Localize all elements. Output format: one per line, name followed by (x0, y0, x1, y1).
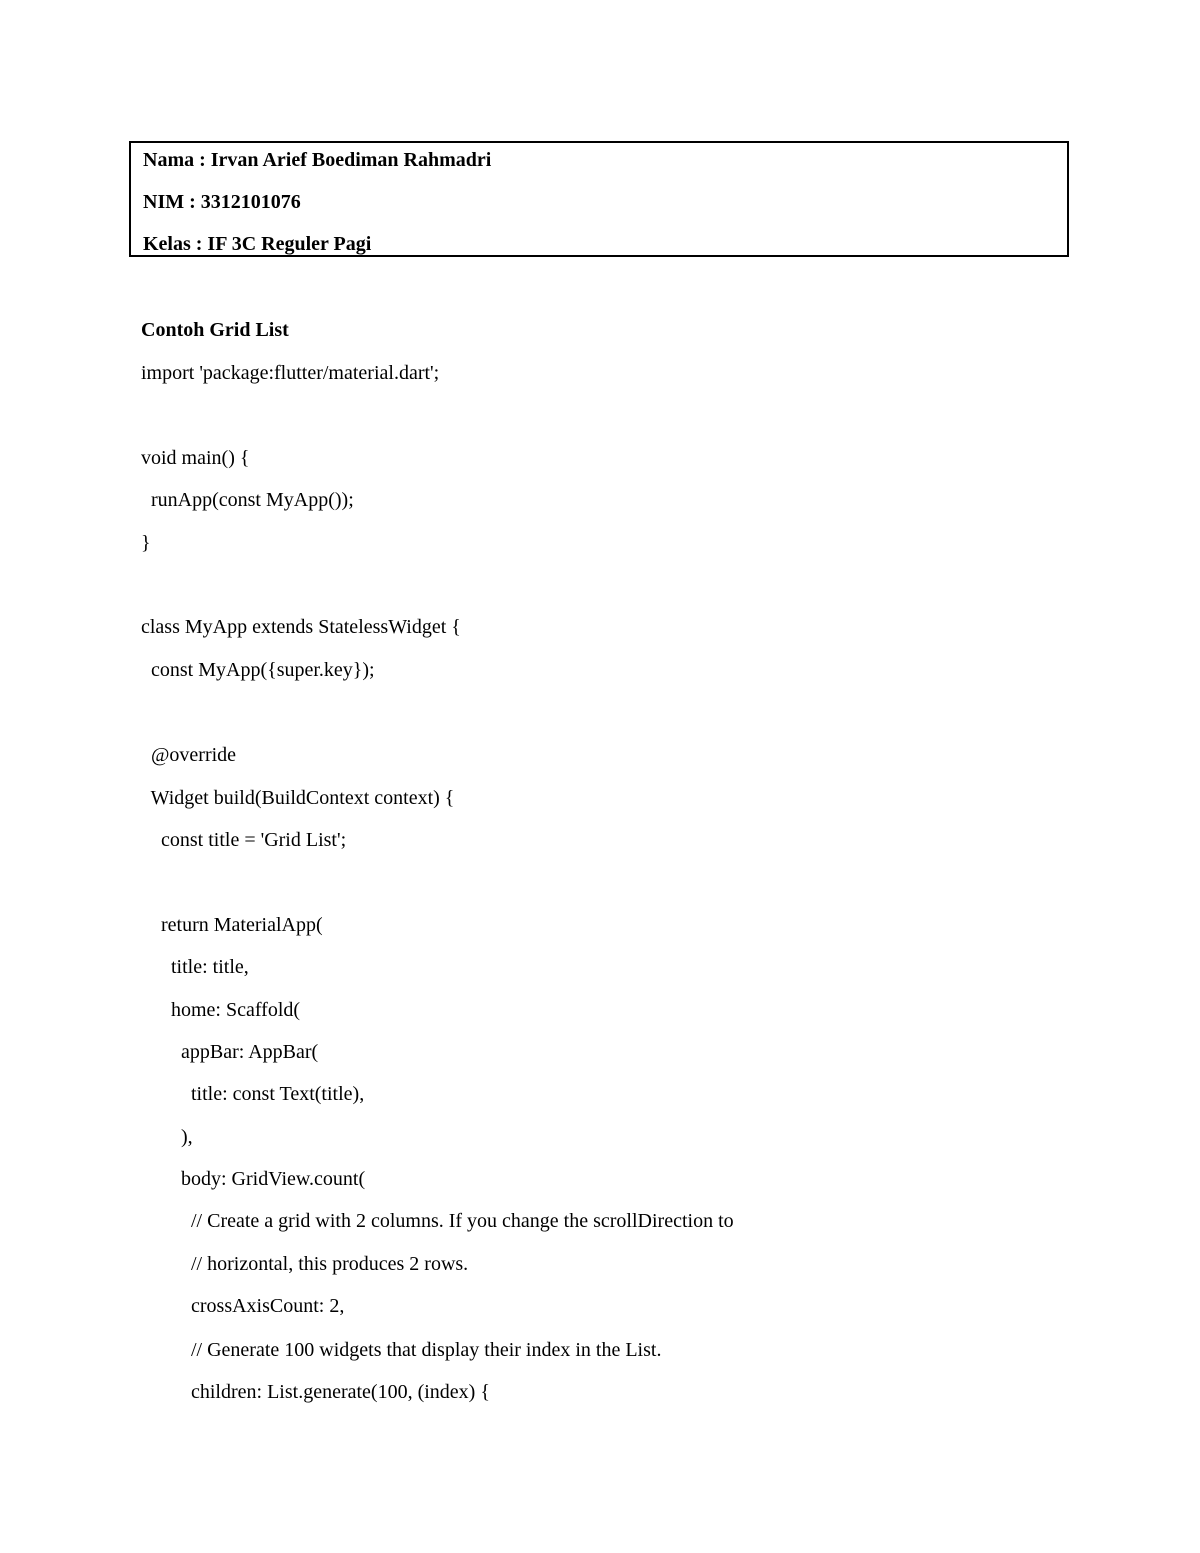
code-line: // horizontal, this produces 2 rows. (141, 1253, 469, 1275)
code-line: class MyApp extends StatelessWidget { (141, 616, 461, 638)
section-title: Contoh Grid List (141, 319, 289, 341)
code-line: const title = 'Grid List'; (141, 829, 347, 851)
code-line: return MaterialApp( (141, 914, 323, 936)
student-name: Nama : Irvan Arief Boediman Rahmadri (143, 149, 492, 171)
code-line: @override (141, 744, 237, 766)
code-line: title: const Text(title), (141, 1083, 365, 1105)
code-line: runApp(const MyApp()); (141, 489, 354, 511)
code-line: Widget build(BuildContext context) { (141, 787, 455, 809)
code-line: title: title, (141, 956, 249, 978)
code-line: import 'package:flutter/material.dart'; (141, 362, 440, 384)
code-line: crossAxisCount: 2, (141, 1295, 345, 1317)
code-line: } (141, 532, 151, 554)
student-nim: NIM : 3312101076 (143, 191, 301, 213)
code-line: home: Scaffold( (141, 999, 301, 1021)
code-line: void main() { (141, 447, 250, 469)
code-line: const MyApp({super.key}); (141, 659, 375, 681)
code-line: appBar: AppBar( (141, 1041, 319, 1063)
student-identity-box (129, 141, 1069, 257)
code-line: body: GridView.count( (141, 1168, 366, 1190)
code-line: // Create a grid with 2 columns. If you change the scrollDirection to (141, 1210, 734, 1232)
code-line: children: List.generate(100, (index) { (141, 1381, 490, 1403)
student-class: Kelas : IF 3C Reguler Pagi (143, 233, 372, 255)
code-line: // Generate 100 widgets that display their index in the List. (141, 1339, 662, 1361)
code-line: ), (141, 1126, 193, 1148)
